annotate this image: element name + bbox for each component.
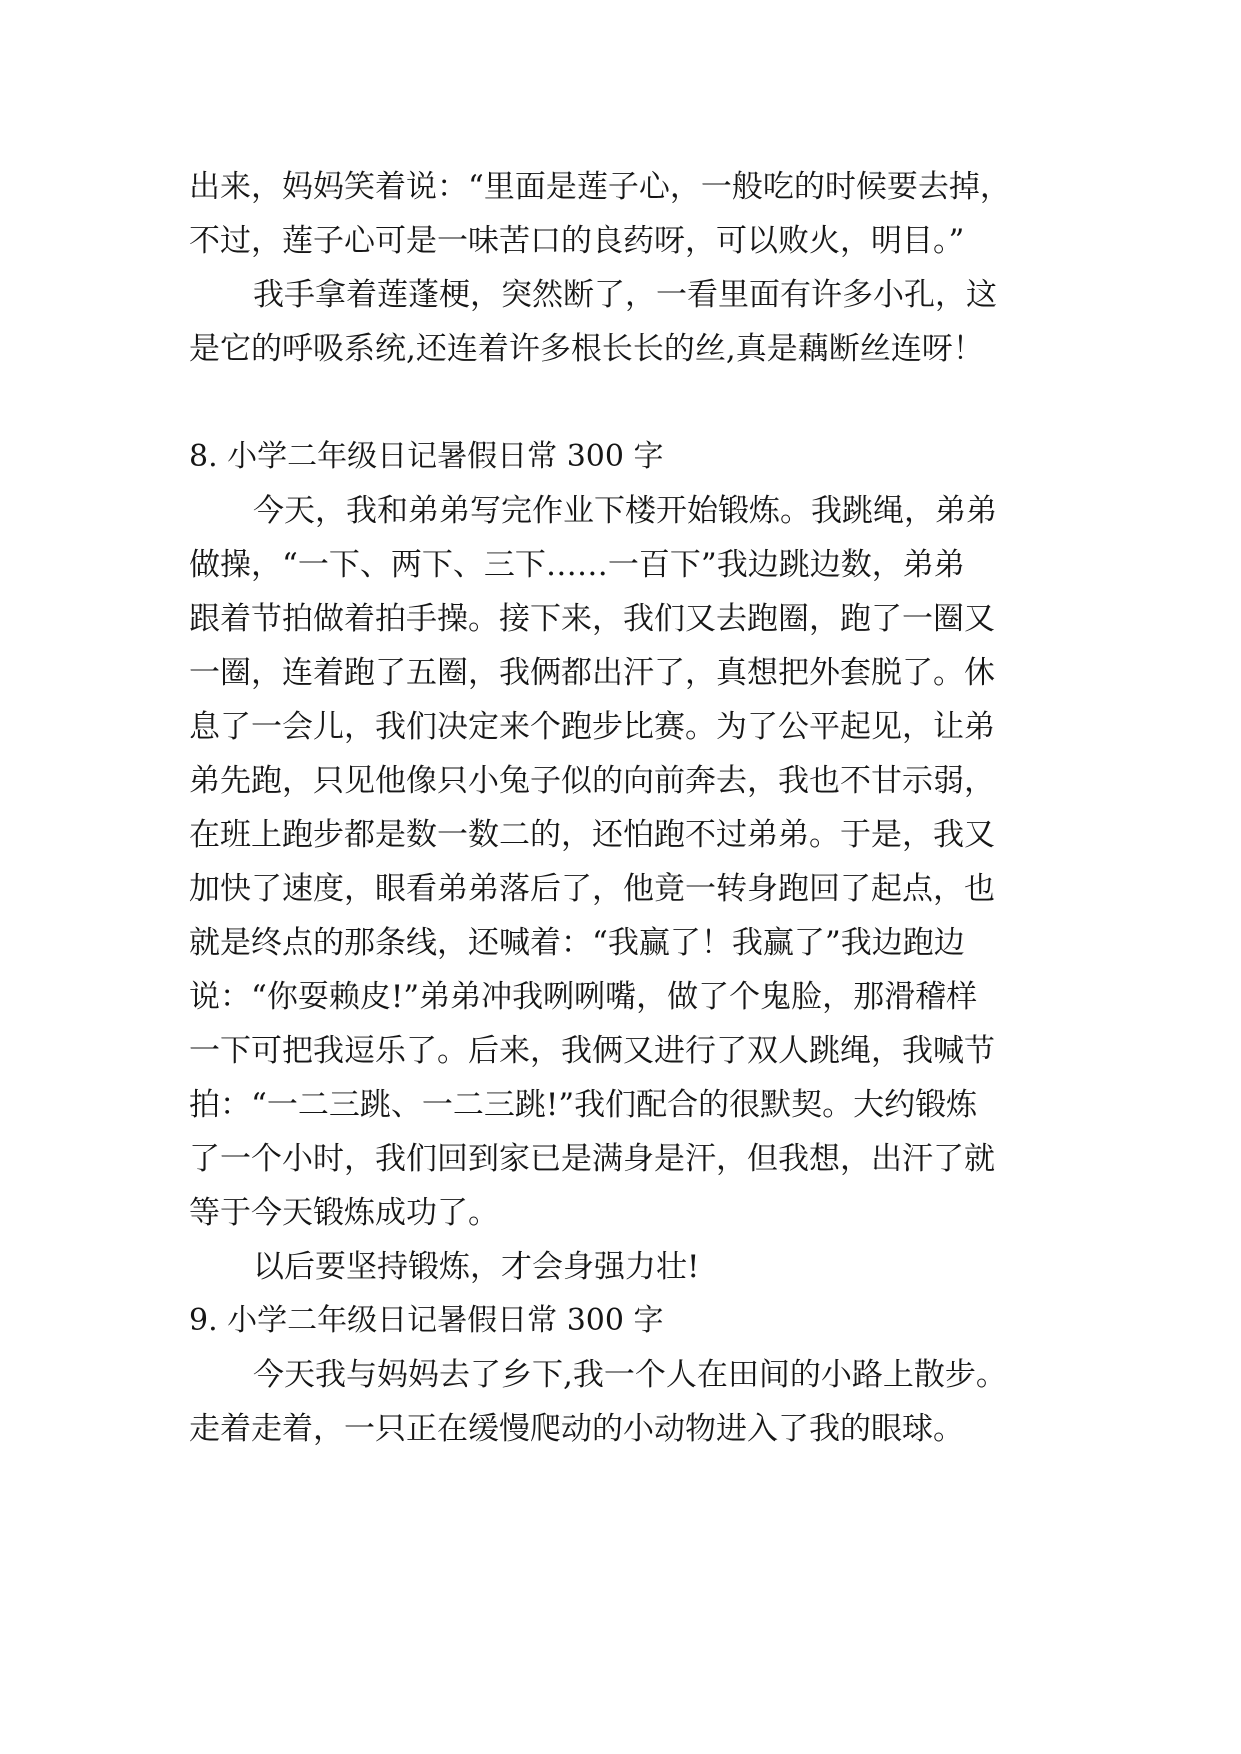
section-heading-8: 8. 小学二年级日记暑假日常 300 字 [189, 439, 664, 474]
paragraph-lotus-heart [189, 160, 1064, 268]
text-line: 一下可把我逗乐了。后来，我俩又进行了双人跳绳，我喊节 [189, 1033, 995, 1069]
paragraph-exercise [189, 484, 1064, 1240]
text-line: 一圈，连着跑了五圈，我俩都出汗了，真想把外套脱了。休 [189, 655, 995, 691]
text-line: 等于今天锻炼成功了。 [189, 1195, 499, 1231]
paragraph-lotus-stem [189, 268, 1064, 376]
paragraph-spacer [189, 376, 1064, 430]
text-line: 今天，我和弟弟写完作业下楼开始锻炼。我跳绳，弟弟 [253, 493, 997, 529]
text-line: 今天我与妈妈去了乡下,我一个人在田间的小路上散步。 [253, 1357, 1007, 1393]
text-line: 做操，“一下、两下、三下……一百下”我边跳边数，弟弟 [189, 547, 965, 583]
text-line: 在班上跑步都是数一数二的，还怕跑不过弟弟。于是，我又 [189, 817, 995, 853]
paragraph-countryside [189, 1348, 1064, 1456]
text-line: 出来，妈妈笑着说：“里面是莲子心，一般吃的时候要去掉， [189, 169, 1011, 205]
text-line: 我手拿着莲蓬梗，突然断了，一看里面有许多小孔，这 [253, 277, 997, 313]
text-line: 以后要坚持锻炼，才会身强力壮! [253, 1249, 700, 1285]
text-line: 不过，莲子心可是一味苦口的良药呀，可以败火，明目。” [189, 223, 965, 259]
document-body [189, 160, 1064, 1456]
text-line: 弟先跑，只见他像只小兔子似的向前奔去，我也不甘示弱， [189, 763, 995, 799]
text-line: 说：“你耍赖皮!”弟弟冲我咧咧嘴，做了个鬼脸，那滑稽样 [189, 979, 978, 1015]
text-line: 走着走着，一只正在缓慢爬动的小动物进入了我的眼球。 [189, 1411, 964, 1447]
text-line: 了一个小时，我们回到家已是满身是汗，但我想，出汗了就 [189, 1141, 995, 1177]
text-line: 拍：“一二三跳、一二三跳!”我们配合的很默契。大约锻炼 [189, 1087, 978, 1123]
paragraph-conclusion [189, 1240, 1064, 1294]
section-heading-9: 9. 小学二年级日记暑假日常 300 字 [189, 1303, 664, 1338]
text-line: 加快了速度，眼看弟弟落后了，他竟一转身跑回了起点，也 [189, 871, 995, 907]
text-line: 就是终点的那条线，还喊着：“我赢了！我赢了”我边跑边 [189, 925, 965, 961]
text-line: 是它的呼吸系统,还连着许多根长长的丝,真是藕断丝连呀！ [189, 331, 984, 367]
text-line: 跟着节拍做着拍手操。接下来，我们又去跑圈，跑了一圈又 [189, 601, 995, 637]
text-line: 息了一会儿，我们决定来个跑步比赛。为了公平起见，让弟 [189, 709, 995, 745]
